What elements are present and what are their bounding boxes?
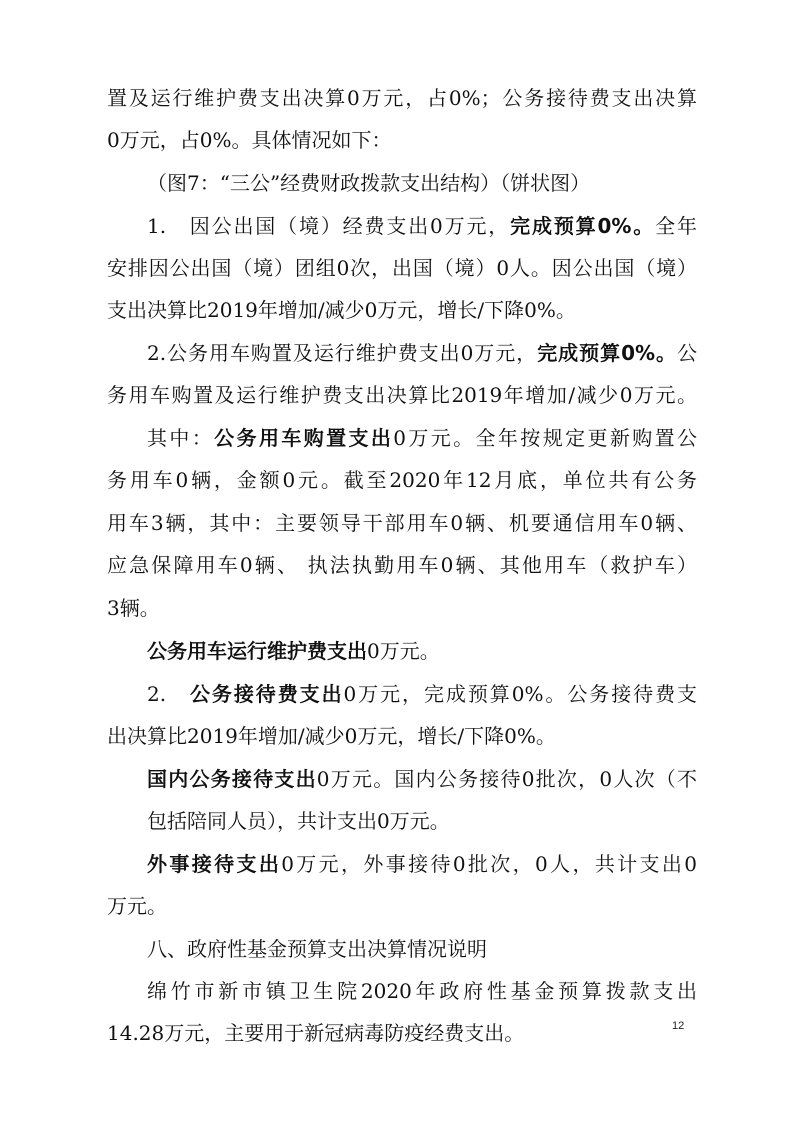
text-line bbox=[147, 680, 697, 708]
text-run: 2. bbox=[147, 682, 190, 706]
page-number: 12 bbox=[672, 1020, 685, 1032]
text-line bbox=[107, 551, 697, 579]
bold-text: 国内公务接待支出 bbox=[147, 767, 317, 791]
text-run: 0万元。 bbox=[367, 639, 440, 663]
text-line bbox=[147, 424, 697, 452]
text-run: 0万元。全年按规定更新购置公 bbox=[393, 426, 698, 450]
text-run: 全年 bbox=[655, 214, 697, 238]
text-run: 置及运行维护费支出决算0万元，占0%；公务接待费支出决算 bbox=[107, 86, 697, 110]
text-run: 八、政府性基金预算支出决算情况说明 bbox=[147, 937, 487, 961]
text-run: 公 bbox=[677, 341, 697, 365]
text-run: 0万元。国内公务接待0批次，0人次（不 bbox=[316, 767, 697, 791]
text-line bbox=[147, 807, 697, 835]
text-run: 应急保障用车0辆、 执法执勤用车0辆、其他用车（救护车） bbox=[107, 553, 697, 577]
text-run: 安排因公出国（境）团组0次，出国（境）0人。因公出国（境） bbox=[107, 256, 697, 280]
bold-text: 公务接待费支出 bbox=[189, 682, 344, 706]
text-line bbox=[107, 466, 697, 494]
text-line bbox=[107, 509, 697, 537]
bold-text: 完成预算0%。 bbox=[537, 341, 677, 365]
text-line bbox=[147, 977, 697, 1005]
text-line bbox=[107, 381, 697, 409]
text-run: 万元。 bbox=[107, 894, 167, 918]
bold-text: 完成预算0%。 bbox=[510, 214, 656, 238]
text-line bbox=[147, 637, 697, 665]
text-run: 用车3辆，其中：主要领导干部用车0辆、机要通信用车0辆、 bbox=[107, 511, 697, 535]
text-line bbox=[107, 722, 697, 750]
text-line bbox=[147, 212, 697, 240]
text-line bbox=[107, 126, 697, 154]
text-run: 支出决算比2019年增加/减少0万元，增长/下降0%。 bbox=[107, 298, 576, 322]
bold-text: 外事接待支出 bbox=[147, 852, 282, 876]
text-run: 2.公务用车购置及运行维护费支出0万元， bbox=[147, 341, 538, 365]
text-run: 3辆。 bbox=[107, 596, 160, 620]
bold-text: 公务用车运行维护费支出 bbox=[147, 639, 367, 663]
text-line bbox=[107, 84, 697, 112]
text-run: 14.28万元，主要用于新冠病毒防疫经费支出。 bbox=[107, 1021, 525, 1045]
text-run: 务用车0辆，金额0元。截至2020年12月底，单位共有公务 bbox=[107, 468, 697, 492]
text-line bbox=[147, 850, 697, 878]
text-run: 包括陪同人员），共计支出0万元。 bbox=[147, 809, 450, 833]
text-run: 绵竹市新市镇卫生院2020年政府性基金预算拨款支出 bbox=[147, 979, 697, 1003]
text-line bbox=[147, 765, 697, 793]
text-line bbox=[147, 339, 697, 367]
text-run: 1. 因公出国（境）经费支出0万元， bbox=[147, 214, 511, 238]
text-line bbox=[107, 1019, 697, 1047]
text-line bbox=[107, 296, 697, 324]
figure-caption bbox=[147, 169, 697, 197]
text-line bbox=[107, 254, 697, 282]
text-line bbox=[107, 892, 697, 920]
text-run: 0万元，完成预算0%。公务接待费支 bbox=[343, 682, 698, 706]
text-run: （图7：“三公”经费财政拨款支出结构）（饼状图） bbox=[147, 171, 591, 195]
text-run: 其中： bbox=[147, 426, 215, 450]
text-run: 0万元，占0%。具体情况如下： bbox=[107, 128, 392, 152]
text-line bbox=[107, 594, 697, 622]
bold-text: 公务用车购置支出 bbox=[214, 426, 394, 450]
section-heading bbox=[147, 935, 697, 963]
text-run: 出决算比2019年增加/减少0万元，增长/下降0%。 bbox=[107, 724, 556, 748]
text-run: 务用车购置及运行维护费支出决算比2019年增加/减少0万元。 bbox=[107, 383, 697, 407]
text-run: 0万元，外事接待0批次，0人，共计支出0 bbox=[281, 852, 697, 876]
